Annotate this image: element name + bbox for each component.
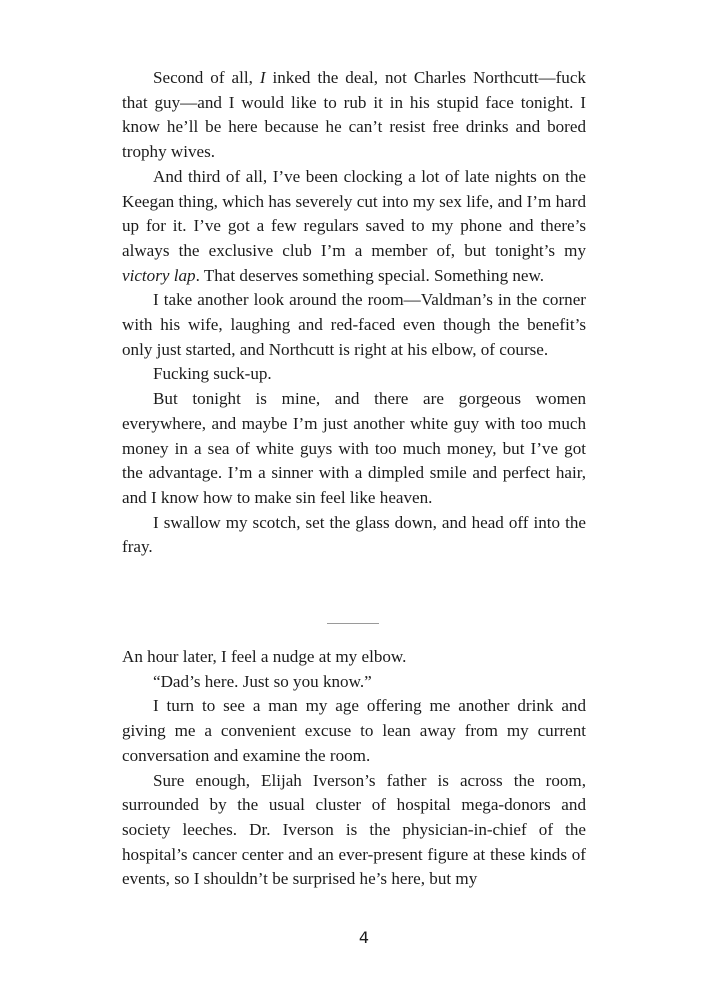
paragraph [122,165,586,289]
paragraph: An hour later, I feel a nudge at my elbow. [122,647,407,666]
text-section-before-break [122,66,586,560]
paragraph: I turn to see a man my age offering me another drink and giving me a convenient excuse to lean away from my current conversation and examine the room. [122,696,586,765]
text-section-after-break [122,645,586,892]
paragraph-text: Second of all, [153,68,260,87]
paragraph: I swallow my scotch, set the glass down, and head off into the fray. [122,512,586,557]
paragraph: But tonight is mine, and there are gorgeous women everywhere, and maybe I’m just another white guy with too much money in a sea of white guys with too much money, but I’ve got the advantage. I’m a sinner with a dimpled smile and perfect hair, and I know how to make sin feel like heaven. [122,389,586,507]
paragraph [122,66,586,165]
paragraph-text: inked the deal, not Charles Northcutt—fuck that guy—and I would like to rub it in his stupid face tonight. I know he’ll be here because he can’t resist free drinks and bored trophy wives. [122,68,586,162]
paragraph: “Dad’s here. Just so you know.” [153,671,372,691]
emphasized-text: victory lap [122,265,196,285]
paragraph: I take another look around the room—Valdman’s in the corner with his wife, laughing and red-faced even though the benefit’s only just started, and Northcutt is right at his elbow, of course. [122,290,586,359]
page-number: 4 [358,928,370,947]
paragraph: Sure enough, Elijah Iverson’s father is across the room, surrounded by the usual cluster of hospital mega-donors and society leeches. Dr. Iverson is the physician-in-chief of the hospital’s cancer center and an ever-present figure at these kinds of events, so I shouldn’t be surprised he’s here, but my [122,770,586,889]
paragraph-text: And third of all, I’ve been clocking a lot of late nights on the Keegan thing, which has severely cut into my sex life, and I’m hard up for it. I’ve got a few regulars saved to my phone and there’s always the exclusive club I’m a member of, but tonight’s my [122,166,586,260]
paragraph: Fucking suck-up. [153,364,272,384]
scene-break-divider [327,623,379,624]
paragraph-text: . That deserves something special. Something new. [195,265,545,285]
emphasized-text: I [259,68,266,87]
